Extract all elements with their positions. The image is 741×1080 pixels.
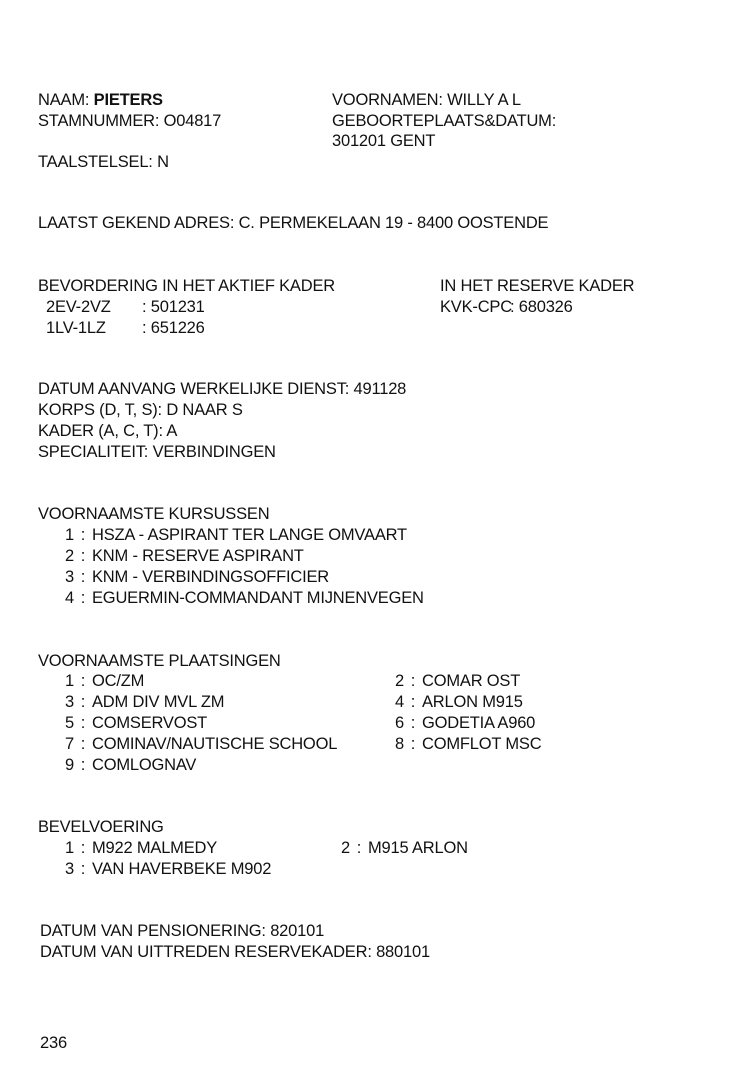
bevordering-reserve-row [440,297,573,318]
list-item: 1 : HSZA - ASPIRANT TER LANGE OMVAART [56,525,407,546]
list-item: 3 : VAN HAVERBEKE M902 [56,859,271,880]
item-text: COMAR OST [422,672,521,690]
adres: LAATST GEKEND ADRES: C. PERMEKELAAN 19 - 8400 OOSTENDE [38,214,549,232]
list-item: 4 : ARLON M915 [386,692,523,713]
item-text: COMLOGNAV [92,756,197,774]
item-number: 9 [65,756,74,774]
grade-date: : 651226 [142,319,205,337]
kader: KADER (A, C, T): A [38,422,178,440]
item-text: GODETIA A960 [422,714,536,732]
item-number: 8 [395,735,404,753]
list-item: 2 : COMAR OST [386,671,520,692]
plaatsingen-title: VOORNAAMSTE PLAATSINGEN [38,652,281,670]
item-number: 6 [395,714,404,732]
list-item: 5 : COMSERVOST [56,713,207,734]
list-item: 7 : COMINAV/NAUTISCHE SCHOOL [56,734,337,755]
item-number: 1 [65,839,74,857]
kursussen-title: VOORNAAMSTE KURSUSSEN [38,505,270,523]
bevordering-aktief-row [46,297,205,318]
list-item: 8 : COMFLOT MSC [386,734,541,755]
list-item: 6 : GODETIA A960 [386,713,535,734]
item-number: 2 [395,672,404,690]
item-number: 3 [65,860,74,878]
grade: 2EV-2VZ [46,298,111,316]
item-number: 5 [65,714,74,732]
taalstelsel: TAALSTELSEL: N [38,153,169,171]
item-text: M922 MALMEDY [92,839,218,857]
item-number: 3 [65,693,74,711]
item-text: COMSERVOST [92,714,208,732]
item-text: COMFLOT MSC [422,735,542,753]
datum-pensionering: DATUM VAN PENSIONERING: 820101 [40,922,325,940]
grade-date: : 680326 [510,298,573,316]
item-number: 2 [341,839,350,857]
list-item: 2 : M915 ARLON [332,838,468,859]
bevelvoering-title: BEVELVOERING [38,818,164,836]
item-text: M915 ARLON [368,839,468,857]
list-item: 1 : OC/ZM [56,671,144,692]
item-text: ADM DIV MVL ZM [92,693,225,711]
bevordering-aktief-row [46,318,205,339]
item-number: 4 [65,589,74,607]
list-item: 2 : KNM - RESERVE ASPIRANT [56,546,304,567]
list-item: 9 : COMLOGNAV [56,755,196,776]
item-text: EGUERMIN-COMMANDANT MIJNENVEGEN [92,589,424,607]
bevordering-aktief-title: BEVORDERING IN HET AKTIEF KADER [38,277,335,295]
datum-uittreden: DATUM VAN UITTREDEN RESERVEKADER: 880101 [40,943,430,961]
list-item: 4 : EGUERMIN-COMMANDANT MIJNENVEGEN [56,588,424,609]
item-text: OC/ZM [92,672,145,690]
item-number: 4 [395,693,404,711]
naam-label: NAAM: [38,91,90,109]
item-number: 7 [65,735,74,753]
grade-date: : 501231 [142,298,205,316]
list-item: 3 : KNM - VERBINDINGSOFFICIER [56,567,329,588]
korps: KORPS (D, T, S): D NAAR S [38,401,243,419]
item-text: COMINAV/NAUTISCHE SCHOOL [92,735,338,753]
item-number: 2 [65,547,74,565]
geboorte-value: 301201 GENT [332,132,436,150]
stamnummer: STAMNUMMER: O04817 [38,112,222,130]
list-item: 1 : M922 MALMEDY [56,838,217,859]
list-item: 3 : ADM DIV MVL ZM [56,692,224,713]
item-text: VAN HAVERBEKE M902 [92,860,272,878]
item-number: 3 [65,568,74,586]
geboorte-label: GEBOORTEPLAATS&DATUM: [332,112,557,130]
item-text: KNM - RESERVE ASPIRANT [92,547,304,565]
item-number: 1 [65,672,74,690]
bevordering-reserve-title: IN HET RESERVE KADER [440,277,635,295]
item-number: 1 [65,526,74,544]
grade: KVK-CPC [440,298,512,316]
specialiteit: SPECIALITEIT: VERBINDINGEN [38,443,276,461]
voornamen: VOORNAMEN: WILLY A L [332,91,521,109]
item-text: HSZA - ASPIRANT TER LANGE OMVAART [92,526,407,544]
naam-line [38,90,163,111]
page-number: 236 [40,1034,67,1052]
item-text: KNM - VERBINDINGSOFFICIER [92,568,330,586]
naam-value: PIETERS [93,91,163,109]
item-text: ARLON M915 [422,693,523,711]
grade: 1LV-1LZ [46,319,106,337]
datum-aanvang: DATUM AANVANG WERKELIJKE DIENST: 491128 [38,380,407,398]
